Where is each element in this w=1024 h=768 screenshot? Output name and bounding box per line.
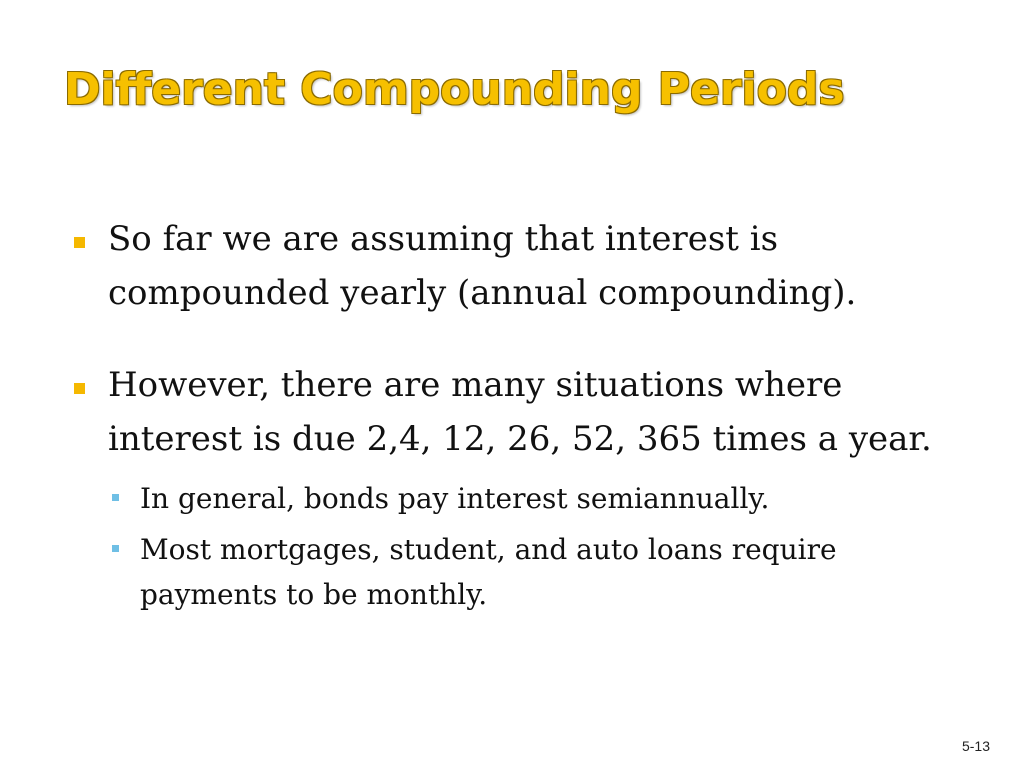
bullet-list bbox=[74, 212, 974, 623]
sub-bullet-item-1 bbox=[112, 476, 974, 521]
sub-bullet-list bbox=[112, 476, 974, 617]
square-bullet-icon bbox=[74, 383, 85, 394]
bullet-item-1 bbox=[74, 212, 974, 320]
sub-bullet-text: Most mortgages, student, and auto loans require payments to be monthly. bbox=[140, 533, 837, 611]
square-bullet-icon bbox=[74, 237, 85, 248]
bullet-text: However, there are many situations where interest is due 2,4, 12, 26, 52, 365 times a year. bbox=[108, 365, 932, 459]
small-square-bullet-icon bbox=[112, 494, 119, 501]
page-number: 5-13 bbox=[961, 738, 990, 754]
bullet-text: So far we are assuming that interest is compounded yearly (annual compounding). bbox=[108, 219, 857, 313]
sub-bullet-item-2 bbox=[112, 527, 974, 617]
bullet-item-2 bbox=[74, 358, 974, 466]
sub-bullet-text: In general, bonds pay interest semiannually. bbox=[140, 482, 770, 515]
slide-title: Different Compounding Periods bbox=[64, 64, 845, 115]
small-square-bullet-icon bbox=[112, 545, 119, 552]
